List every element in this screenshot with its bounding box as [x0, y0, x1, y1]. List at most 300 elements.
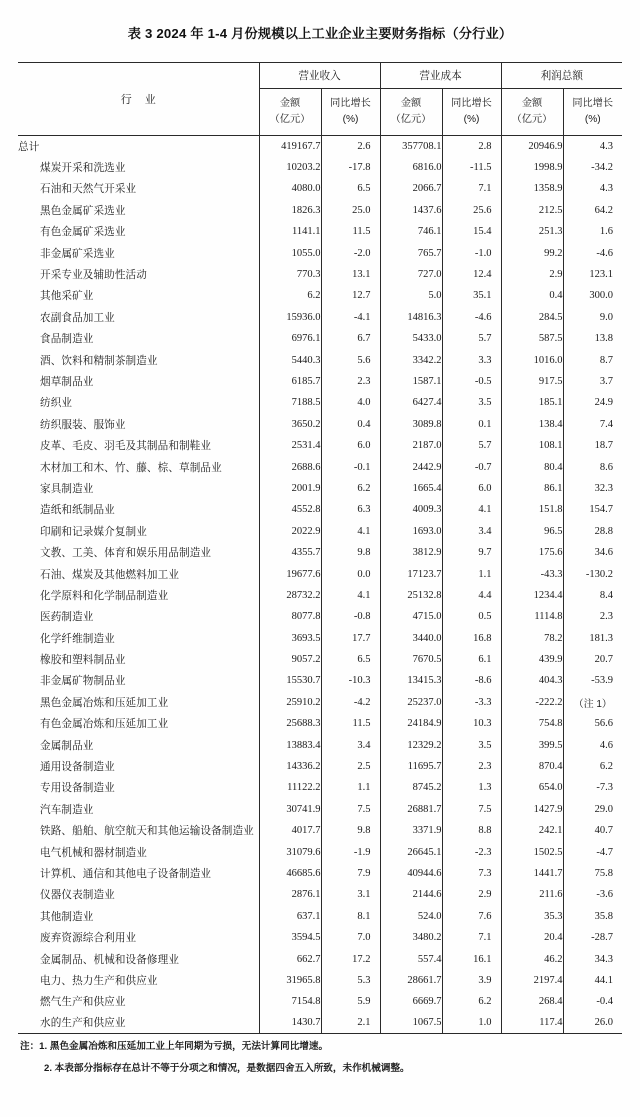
cell-industry-name: 化学纤维制造业 — [40, 632, 115, 645]
cell-profit-amount: 399.5 — [501, 734, 563, 755]
table-row — [18, 692, 622, 713]
table-notes — [18, 1042, 622, 1074]
cell-revenue-amount: 419167.7 — [259, 136, 321, 157]
cell-profit-growth: -0.4 — [563, 991, 622, 1012]
cell-cost-growth: 3.5 — [442, 392, 501, 413]
cell-revenue-amount: 15936.0 — [259, 307, 321, 328]
cell-cost-growth: -4.6 — [442, 307, 501, 328]
cell-cost-amount: 727.0 — [380, 264, 442, 285]
cell-profit-growth: 64.2 — [563, 200, 622, 221]
table-row — [18, 478, 622, 499]
cell-industry-name: 造纸和纸制品业 — [40, 504, 115, 517]
table-row — [18, 927, 622, 948]
cell-revenue-amount: 770.3 — [259, 264, 321, 285]
cell-cost-growth: 5.7 — [442, 328, 501, 349]
cell-cost-amount: 6427.4 — [380, 392, 442, 413]
cell-cost-growth: 6.0 — [442, 478, 501, 499]
cell-cost-growth: 25.6 — [442, 200, 501, 221]
subheader-metric: 金额 — [400, 98, 422, 110]
cell-profit-growth: 123.1 — [563, 264, 622, 285]
cell-cost-growth: 7.5 — [442, 799, 501, 820]
cell-revenue-amount: 1141.1 — [259, 221, 321, 242]
cell-industry-name: 水的生产和供应业 — [18, 1013, 259, 1034]
table-row — [18, 264, 622, 285]
cell-cost-amount: 2187.0 — [380, 435, 442, 456]
cell-cost-growth: 7.6 — [442, 906, 501, 927]
cell-profit-growth: -53.9 — [563, 670, 622, 691]
cell-cost-growth: -1.0 — [442, 242, 501, 263]
cell-cost-growth: 3.9 — [442, 970, 501, 991]
cell-cost-growth: 0.1 — [442, 414, 501, 435]
cell-revenue-amount: 46685.6 — [259, 863, 321, 884]
cell-revenue-amount: 2001.9 — [259, 478, 321, 499]
cell-cost-amount: 2144.6 — [380, 884, 442, 905]
table-row — [18, 414, 622, 435]
cell-cost-amount: 1067.5 — [380, 1013, 442, 1034]
cell-cost-growth: 9.7 — [442, 542, 501, 563]
cell-revenue-amount: 2531.4 — [259, 435, 321, 456]
cell-profit-growth: 56.6 — [563, 713, 622, 734]
cell-profit-amount: 1502.5 — [501, 841, 563, 862]
cell-industry-name: 金属制品、机械和设备修理业 — [40, 953, 180, 966]
cell-revenue-amount: 6185.7 — [259, 371, 321, 392]
cell-revenue-growth: 3.1 — [321, 884, 380, 905]
cell-industry-name: 文教、工美、体育和娱乐用品制造业 — [40, 547, 212, 560]
cell-profit-growth: 4.3 — [563, 178, 622, 199]
cell-revenue-amount: 4355.7 — [259, 542, 321, 563]
table-row — [18, 585, 622, 606]
cell-industry-name: 有色金属矿采选业 — [40, 226, 126, 239]
cell-cost-growth: -2.3 — [442, 841, 501, 862]
cell-revenue-growth: 7.9 — [321, 863, 380, 884]
cell-industry-name: 黑色金属冶炼和压延加工业 — [40, 696, 169, 709]
cell-revenue-growth: 2.3 — [321, 371, 380, 392]
cell-profit-growth: 7.4 — [563, 414, 622, 435]
cell-profit-amount: -222.2 — [501, 692, 563, 713]
cell-profit-amount: 35.3 — [501, 906, 563, 927]
cell-profit-amount: 2.9 — [501, 264, 563, 285]
cell-revenue-amount: 11122.2 — [259, 777, 321, 798]
cell-revenue-amount: 2688.6 — [259, 456, 321, 477]
cell-profit-growth: 300.0 — [563, 285, 622, 306]
table-row — [18, 863, 622, 884]
cell-cost-growth: 3.3 — [442, 349, 501, 370]
cell-cost-growth: 5.7 — [442, 435, 501, 456]
cell-cost-growth: 4.1 — [442, 499, 501, 520]
cell-cost-growth: 1.1 — [442, 563, 501, 584]
cell-profit-growth: 29.0 — [563, 799, 622, 820]
column-group-operating-cost: 营业成本 — [380, 63, 501, 89]
cell-profit-amount: 284.5 — [501, 307, 563, 328]
subheader-metric: 金额 — [279, 98, 301, 110]
table-row — [18, 349, 622, 370]
table-row — [18, 884, 622, 905]
cell-industry-name: 其他采矿业 — [40, 290, 94, 303]
cell-profit-growth: -3.6 — [563, 884, 622, 905]
cell-profit-amount: 1016.0 — [501, 349, 563, 370]
table-row — [18, 563, 622, 584]
cell-revenue-growth: 5.3 — [321, 970, 380, 991]
cell-profit-growth: -7.3 — [563, 777, 622, 798]
cell-industry-name: 燃气生产和供应业 — [40, 996, 126, 1009]
cell-revenue-amount: 8077.8 — [259, 606, 321, 627]
cell-cost-amount: 1665.4 — [380, 478, 442, 499]
column-group-total-profit: 利润总额 — [501, 63, 622, 89]
cell-revenue-growth: 9.8 — [321, 820, 380, 841]
cell-profit-amount: 96.5 — [501, 521, 563, 542]
cell-revenue-amount: 15530.7 — [259, 670, 321, 691]
cell-profit-growth: 28.8 — [563, 521, 622, 542]
cell-cost-amount: 1587.1 — [380, 371, 442, 392]
cell-cost-growth: 15.4 — [442, 221, 501, 242]
table-row — [18, 906, 622, 927]
table-row — [18, 200, 622, 221]
cell-industry-name: 其他制造业 — [40, 910, 94, 923]
column-group-operating-revenue: 营业收入 — [259, 63, 380, 89]
cell-revenue-amount: 3594.5 — [259, 927, 321, 948]
cell-industry-name: 仪器仪表制造业 — [40, 889, 115, 902]
cell-cost-growth: 10.3 — [442, 713, 501, 734]
cell-cost-growth: 1.3 — [442, 777, 501, 798]
cell-revenue-growth: 6.3 — [321, 499, 380, 520]
cell-cost-growth: 3.4 — [442, 521, 501, 542]
cell-industry-name: 纺织业 — [40, 397, 73, 410]
cell-industry-name: 电力、热力生产和供应业 — [40, 974, 158, 987]
cell-profit-growth: 18.7 — [563, 435, 622, 456]
cell-cost-growth: 4.4 — [442, 585, 501, 606]
cell-industry-name: 非金属矿物制品业 — [40, 675, 126, 688]
cell-cost-growth: 16.1 — [442, 948, 501, 969]
column-header-industry: 行 业 — [18, 63, 259, 136]
cell-profit-growth: 4.3 — [563, 136, 622, 157]
cell-industry-name: 皮革、毛皮、羽毛及其制品和制鞋业 — [40, 440, 212, 453]
cell-revenue-amount: 6976.1 — [259, 328, 321, 349]
column-header-revenue-amount — [259, 89, 321, 136]
cell-profit-growth: 35.8 — [563, 906, 622, 927]
cell-profit-growth: （注 1） — [563, 692, 622, 713]
cell-industry-name: 开采专业及辅助性活动 — [40, 269, 147, 282]
subheader-metric: 金额 — [521, 98, 543, 110]
cell-revenue-amount: 31965.8 — [259, 970, 321, 991]
cell-revenue-amount: 7188.5 — [259, 392, 321, 413]
cell-cost-growth: -3.3 — [442, 692, 501, 713]
subheader-unit: (%) — [584, 114, 601, 125]
subheader-metric: 同比增长 — [572, 98, 614, 110]
cell-revenue-growth: -4.1 — [321, 307, 380, 328]
cell-revenue-growth: -4.2 — [321, 692, 380, 713]
table-row — [18, 178, 622, 199]
cell-cost-growth: 0.5 — [442, 606, 501, 627]
cell-profit-amount: 587.5 — [501, 328, 563, 349]
cell-cost-growth: 3.5 — [442, 734, 501, 755]
cell-profit-amount: 404.3 — [501, 670, 563, 691]
cell-revenue-growth: 13.1 — [321, 264, 380, 285]
table-row — [18, 1013, 622, 1034]
cell-revenue-amount: 3650.2 — [259, 414, 321, 435]
page-title: 表 3 2024 年 1-4 月份规模以上工业企业主要财务指标（分行业） — [127, 26, 513, 41]
cell-profit-growth: 13.8 — [563, 328, 622, 349]
cell-revenue-amount: 10203.2 — [259, 157, 321, 178]
cell-revenue-amount: 1430.7 — [259, 1013, 321, 1034]
cell-cost-amount: 14816.3 — [380, 307, 442, 328]
cell-revenue-amount: 28732.2 — [259, 585, 321, 606]
cell-cost-growth: 16.8 — [442, 627, 501, 648]
cell-cost-amount: 13415.3 — [380, 670, 442, 691]
table-row — [18, 542, 622, 563]
cell-cost-amount: 17123.7 — [380, 563, 442, 584]
table-row — [18, 670, 622, 691]
cell-revenue-growth: 5.9 — [321, 991, 380, 1012]
cell-cost-growth: 7.3 — [442, 863, 501, 884]
cell-profit-amount: 211.6 — [501, 884, 563, 905]
cell-revenue-growth: 6.5 — [321, 178, 380, 199]
table-row — [18, 970, 622, 991]
cell-revenue-amount: 6.2 — [259, 285, 321, 306]
cell-profit-growth: 32.3 — [563, 478, 622, 499]
column-header-cost-growth — [442, 89, 501, 136]
cell-revenue-growth: -0.8 — [321, 606, 380, 627]
cell-revenue-amount: 662.7 — [259, 948, 321, 969]
subheader-unit: （亿元） — [511, 114, 553, 125]
cell-profit-amount: 0.4 — [501, 285, 563, 306]
cell-profit-amount: 439.9 — [501, 649, 563, 670]
subheader-unit: (%) — [342, 114, 359, 125]
cell-industry-name: 石油和天然气开采业 — [40, 183, 137, 196]
cell-profit-growth: 154.7 — [563, 499, 622, 520]
table-row — [18, 948, 622, 969]
cell-profit-amount: 1998.9 — [501, 157, 563, 178]
cell-profit-growth: 40.7 — [563, 820, 622, 841]
cell-cost-growth: 12.4 — [442, 264, 501, 285]
cell-cost-amount: 357708.1 — [380, 136, 442, 157]
table-row — [18, 456, 622, 477]
cell-profit-amount: 1427.9 — [501, 799, 563, 820]
cell-profit-growth: 6.2 — [563, 756, 622, 777]
table-row — [18, 991, 622, 1012]
table-row — [18, 221, 622, 242]
cell-profit-amount: 754.8 — [501, 713, 563, 734]
cell-revenue-amount: 13883.4 — [259, 734, 321, 755]
cell-cost-amount: 3089.8 — [380, 414, 442, 435]
cell-profit-growth: 34.3 — [563, 948, 622, 969]
cell-cost-amount: 25237.0 — [380, 692, 442, 713]
cell-revenue-amount: 1826.3 — [259, 200, 321, 221]
cell-revenue-growth: -2.0 — [321, 242, 380, 263]
cell-cost-amount: 6816.0 — [380, 157, 442, 178]
cell-revenue-growth: 6.2 — [321, 478, 380, 499]
cell-profit-amount: 151.8 — [501, 499, 563, 520]
cell-profit-amount: 20946.9 — [501, 136, 563, 157]
table-body — [18, 136, 622, 1034]
cell-profit-amount: 185.1 — [501, 392, 563, 413]
cell-industry-name: 橡胶和塑料制品业 — [40, 654, 126, 667]
cell-revenue-amount: 637.1 — [259, 906, 321, 927]
cell-profit-growth: 20.7 — [563, 649, 622, 670]
cell-cost-amount: 6669.7 — [380, 991, 442, 1012]
note-item-1: 注：1. 黑色金属冶炼和压延加工业上年同期为亏损，无法计算同比增速。 — [20, 1041, 329, 1053]
cell-industry-name: 黑色金属矿采选业 — [40, 204, 126, 217]
cell-industry-name: 废弃资源综合利用业 — [40, 932, 137, 945]
cell-cost-amount: 11695.7 — [380, 756, 442, 777]
table-row — [18, 157, 622, 178]
cell-industry-name: 非金属矿采选业 — [40, 247, 115, 260]
subheader-unit: (%) — [463, 114, 480, 125]
cell-industry-name: 化学原料和化学制品制造业 — [40, 589, 169, 602]
cell-profit-amount: 80.4 — [501, 456, 563, 477]
table-header — [18, 63, 622, 136]
cell-revenue-amount: 9057.2 — [259, 649, 321, 670]
table-row — [18, 307, 622, 328]
cell-revenue-growth: 4.0 — [321, 392, 380, 413]
table-row — [18, 242, 622, 263]
cell-profit-amount: 86.1 — [501, 478, 563, 499]
table-row — [18, 371, 622, 392]
cell-profit-growth: -34.2 — [563, 157, 622, 178]
cell-profit-growth: 1.6 — [563, 221, 622, 242]
title-container — [0, 0, 640, 62]
cell-revenue-growth: 2.1 — [321, 1013, 380, 1034]
table-row — [18, 649, 622, 670]
table-row — [18, 328, 622, 349]
cell-industry-name: 总计 — [18, 136, 259, 157]
cell-revenue-amount: 25910.2 — [259, 692, 321, 713]
cell-profit-growth: -4.7 — [563, 841, 622, 862]
cell-revenue-growth: 3.4 — [321, 734, 380, 755]
cell-profit-growth: 8.6 — [563, 456, 622, 477]
cell-industry-name: 电气机械和器材制造业 — [40, 846, 147, 859]
column-header-cost-amount — [380, 89, 442, 136]
cell-revenue-growth: 7.0 — [321, 927, 380, 948]
cell-revenue-amount: 4017.7 — [259, 820, 321, 841]
cell-revenue-amount: 25688.3 — [259, 713, 321, 734]
cell-industry-name: 石油、煤炭及其他燃料加工业 — [40, 568, 180, 581]
cell-cost-growth: 2.8 — [442, 136, 501, 157]
cell-revenue-growth: 0.4 — [321, 414, 380, 435]
cell-cost-amount: 3342.2 — [380, 349, 442, 370]
cell-profit-amount: 268.4 — [501, 991, 563, 1012]
cell-industry-name: 食品制造业 — [40, 333, 94, 346]
cell-profit-amount: 212.5 — [501, 200, 563, 221]
cell-revenue-growth: 2.6 — [321, 136, 380, 157]
cell-profit-amount: 99.2 — [501, 242, 563, 263]
cell-cost-amount: 3480.2 — [380, 927, 442, 948]
cell-revenue-growth: 9.8 — [321, 542, 380, 563]
cell-cost-growth: 6.2 — [442, 991, 501, 1012]
cell-cost-amount: 28661.7 — [380, 970, 442, 991]
cell-cost-amount: 5433.0 — [380, 328, 442, 349]
table-row — [18, 820, 622, 841]
cell-revenue-amount: 7154.8 — [259, 991, 321, 1012]
subheader-unit: （亿元） — [390, 114, 432, 125]
cell-industry-name: 木材加工和木、竹、藤、棕、草制品业 — [40, 461, 222, 474]
cell-revenue-amount: 30741.9 — [259, 799, 321, 820]
subheader-metric: 同比增长 — [330, 98, 371, 110]
cell-cost-amount: 5.0 — [380, 285, 442, 306]
table-row — [18, 435, 622, 456]
cell-cost-amount: 26881.7 — [380, 799, 442, 820]
cell-profit-growth: 3.7 — [563, 371, 622, 392]
column-header-profit-growth — [563, 89, 622, 136]
cell-profit-amount: 138.4 — [501, 414, 563, 435]
table-row — [18, 799, 622, 820]
cell-profit-amount: 108.1 — [501, 435, 563, 456]
cell-profit-amount: 78.2 — [501, 627, 563, 648]
cell-revenue-amount: 2876.1 — [259, 884, 321, 905]
cell-profit-growth: 9.0 — [563, 307, 622, 328]
cell-cost-amount: 765.7 — [380, 242, 442, 263]
table-row — [18, 713, 622, 734]
column-header-profit-amount — [501, 89, 563, 136]
cell-revenue-growth: 4.1 — [321, 585, 380, 606]
cell-revenue-growth: 5.6 — [321, 349, 380, 370]
cell-revenue-amount: 14336.2 — [259, 756, 321, 777]
cell-cost-amount: 3440.0 — [380, 627, 442, 648]
table-row — [18, 392, 622, 413]
cell-industry-name: 医药制造业 — [40, 611, 94, 624]
cell-cost-amount: 40944.6 — [380, 863, 442, 884]
cell-revenue-growth: 11.5 — [321, 713, 380, 734]
cell-revenue-growth: 17.2 — [321, 948, 380, 969]
cell-profit-amount: 870.4 — [501, 756, 563, 777]
table-row — [18, 285, 622, 306]
cell-profit-amount: 917.5 — [501, 371, 563, 392]
cell-profit-growth: 8.7 — [563, 349, 622, 370]
cell-profit-growth: -28.7 — [563, 927, 622, 948]
cell-cost-amount: 2066.7 — [380, 178, 442, 199]
cell-revenue-growth: 6.0 — [321, 435, 380, 456]
cell-cost-growth: -0.7 — [442, 456, 501, 477]
cell-revenue-growth: 17.7 — [321, 627, 380, 648]
table-row — [18, 136, 622, 157]
cell-industry-name: 印刷和记录媒介复制业 — [40, 525, 147, 538]
cell-revenue-growth: 0.0 — [321, 563, 380, 584]
cell-profit-amount: 1114.8 — [501, 606, 563, 627]
cell-profit-growth: 2.3 — [563, 606, 622, 627]
financial-indicators-table — [18, 62, 622, 1034]
cell-industry-name: 有色金属冶炼和压延加工业 — [40, 718, 169, 731]
subheader-metric: 同比增长 — [451, 98, 492, 110]
table-row — [18, 777, 622, 798]
cell-revenue-growth: 11.5 — [321, 221, 380, 242]
table-row — [18, 841, 622, 862]
cell-profit-growth: 181.3 — [563, 627, 622, 648]
cell-cost-amount: 524.0 — [380, 906, 442, 927]
cell-revenue-amount: 19677.6 — [259, 563, 321, 584]
cell-industry-name: 纺织服装、服饰业 — [40, 418, 126, 431]
cell-profit-amount: 1234.4 — [501, 585, 563, 606]
cell-industry-name: 煤炭开采和洗选业 — [40, 162, 126, 175]
cell-revenue-growth: 2.5 — [321, 756, 380, 777]
cell-cost-growth: 2.9 — [442, 884, 501, 905]
cell-revenue-growth: 7.5 — [321, 799, 380, 820]
cell-profit-growth: 24.9 — [563, 392, 622, 413]
cell-cost-amount: 4715.0 — [380, 606, 442, 627]
cell-industry-name: 金属制品业 — [40, 739, 94, 752]
cell-cost-amount: 12329.2 — [380, 734, 442, 755]
cell-cost-amount: 2442.9 — [380, 456, 442, 477]
cell-revenue-amount: 3693.5 — [259, 627, 321, 648]
cell-cost-growth: 1.0 — [442, 1013, 501, 1034]
cell-cost-amount: 8745.2 — [380, 777, 442, 798]
cell-cost-amount: 1693.0 — [380, 521, 442, 542]
cell-cost-growth: 7.1 — [442, 178, 501, 199]
cell-profit-amount: 1358.9 — [501, 178, 563, 199]
cell-cost-amount: 3812.9 — [380, 542, 442, 563]
cell-industry-name: 通用设备制造业 — [40, 761, 115, 774]
cell-revenue-amount: 1055.0 — [259, 242, 321, 263]
cell-cost-growth: 6.1 — [442, 649, 501, 670]
cell-revenue-growth: 6.7 — [321, 328, 380, 349]
